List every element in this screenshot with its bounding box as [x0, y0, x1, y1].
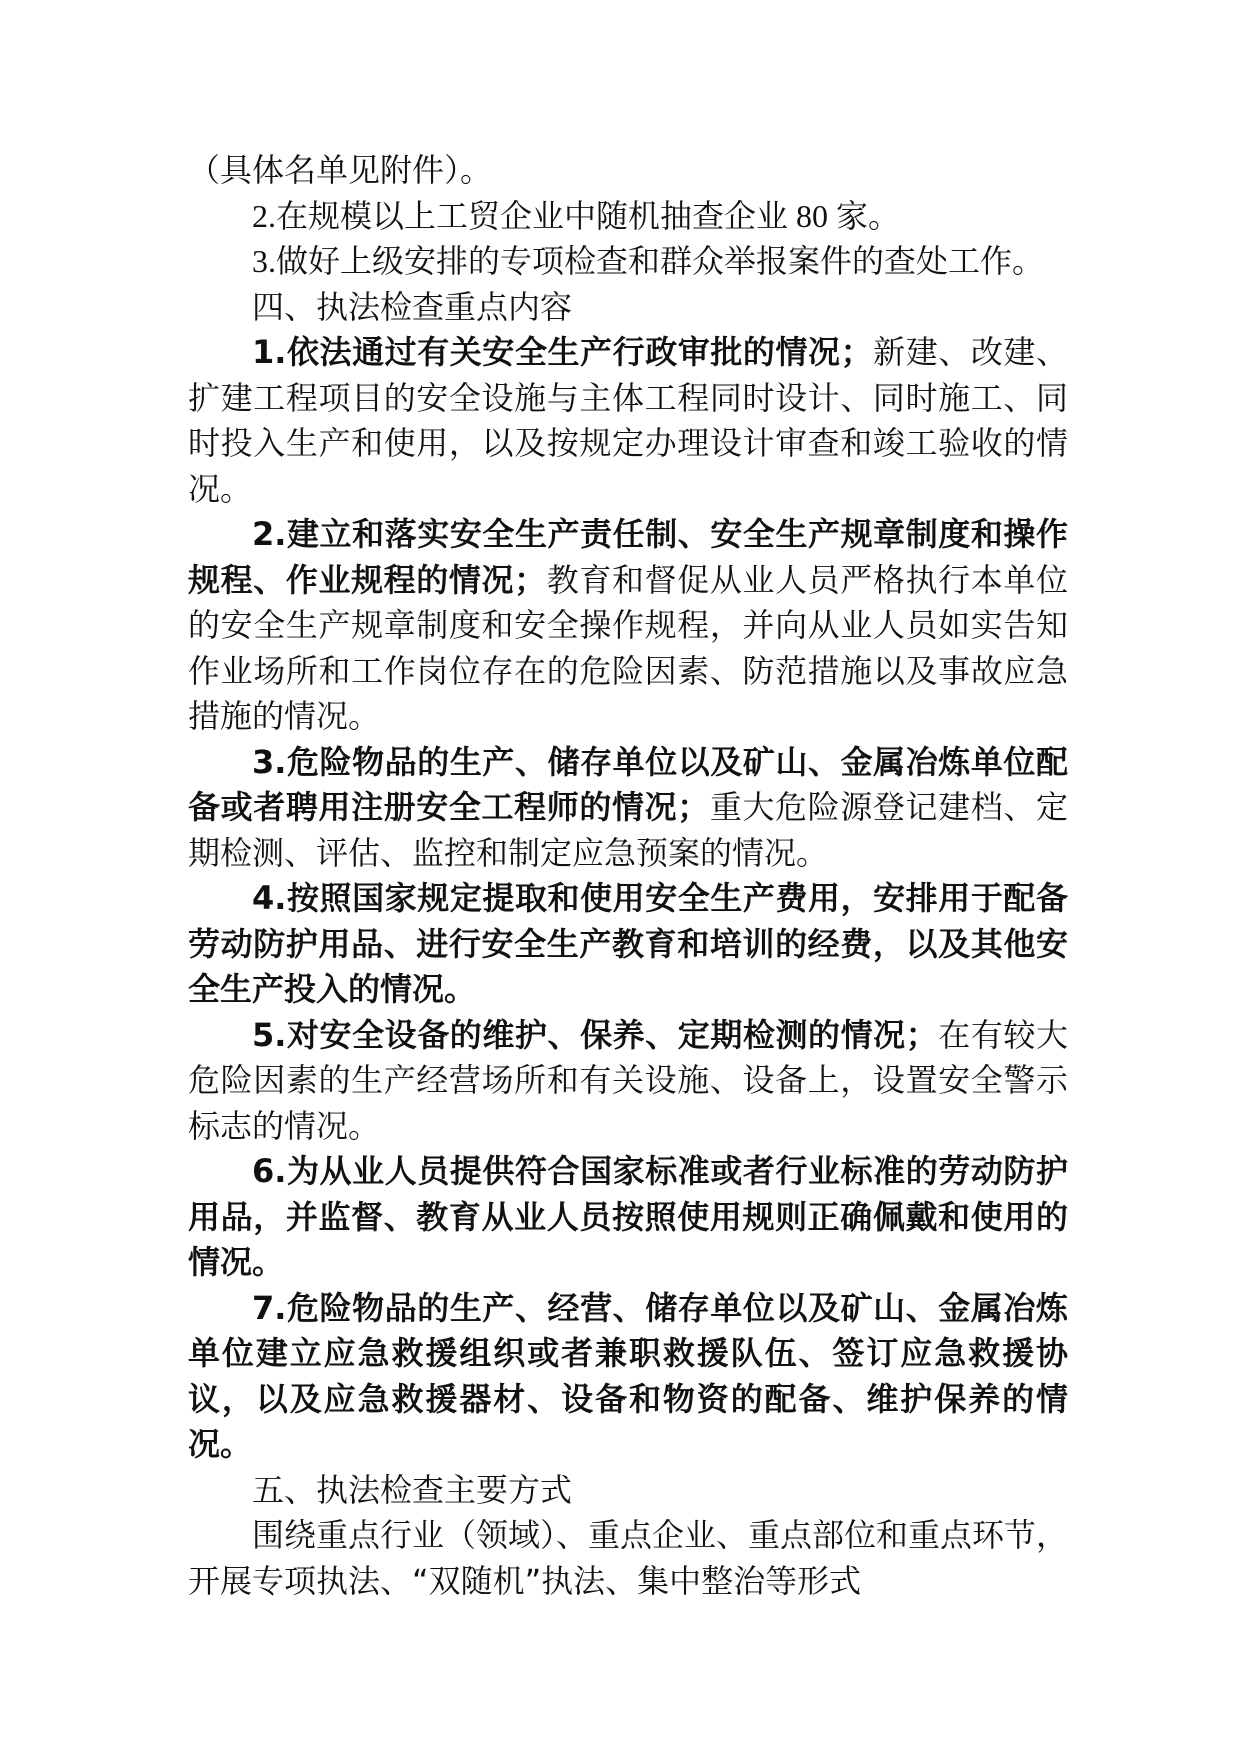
paragraph-text: 围绕重点行业（领域）、重点企业、重点部位和重点环节，开展专项执法、“双随机”执法、集中整治等形式	[188, 1516, 1069, 1600]
paragraph-item-2-random-check	[188, 194, 1068, 240]
heading-text: 五、执法检查主要方式	[252, 1470, 573, 1509]
inspection-point-1	[188, 330, 1068, 512]
inspection-point-body: 教育和督促从业人员严格执行本单位的安全生产规章制度和安全操作规程，并向从业人员如实告知作业场所和工作岗位存在的危险因素、防范措施以及事故应急措施的情况。	[188, 560, 1068, 735]
paragraph-appendix-note	[188, 148, 1068, 194]
inspection-point-body: 新建、改建、扩建工程项目的安全设施与主体工程同时设计、同时施工、同时投入生产和使用，以及按规定办理设计审查和竣工验收的情况。	[188, 333, 1068, 508]
paragraph-item-3-special-inspection	[188, 239, 1068, 285]
inspection-point-title: 3.危险物品的生产、储存单位以及矿山、金属冶炼单位配备或者聘用注册安全工程师的情况；	[188, 742, 1068, 826]
inspection-point-3	[188, 740, 1068, 877]
document-page	[188, 148, 1068, 1604]
inspection-point-2	[188, 512, 1068, 740]
inspection-point-body: 在有较大危险因素的生产经营场所和有关设施、设备上，设置安全警示标志的情况。	[188, 1015, 1068, 1145]
inspection-point-title: 7.危险物品的生产、经营、储存单位以及矿山、金属冶炼单位建立应急救援组织或者兼职救援队伍、签订应急救援协议，以及应急救援器材、设备和物资的配备、维护保养的情况。	[188, 1288, 1068, 1463]
inspection-point-title: 2.建立和落实安全生产责任制、安全生产规章制度和操作规程、作业规程的情况；	[188, 515, 1068, 599]
paragraph-text: 2.在规模以上工贸企业中随机抽查企业 80 家。	[252, 197, 901, 234]
inspection-point-4	[188, 876, 1068, 1013]
paragraph-text: 3.做好上级安排的专项检查和群众举报案件的查处工作。	[252, 243, 1045, 279]
inspection-point-title: 5.对安全设备的维护、保养、定期检测的情况；	[252, 1015, 938, 1054]
heading-text: 四、执法检查重点内容	[252, 287, 573, 326]
inspection-point-6	[188, 1149, 1068, 1286]
inspection-point-7	[188, 1286, 1068, 1468]
inspection-point-5	[188, 1013, 1068, 1150]
inspection-point-title: 1.依法通过有关安全生产行政审批的情况；	[252, 333, 873, 371]
section-heading-4	[188, 285, 1068, 331]
inspection-point-title: 4.按照国家规定提取和使用安全生产费用，安排用于配备劳动防护用品、进行安全生产教育和培训的经费，以及其他安全生产投入的情况。	[188, 879, 1068, 1008]
inspection-point-body: 重大危险源登记建档、定期检测、评估、监控和制定应急预案的情况。	[188, 788, 1068, 872]
paragraph-inspection-methods	[188, 1513, 1068, 1604]
section-heading-5	[188, 1468, 1068, 1514]
paragraph-text: （具体名单见附件）。	[188, 151, 493, 189]
inspection-point-title: 6.为从业人员提供符合国家标准或者行业标准的劳动防护用品，并监督、教育从业人员按照使用规则正确佩戴和使用的情况。	[188, 1152, 1068, 1281]
